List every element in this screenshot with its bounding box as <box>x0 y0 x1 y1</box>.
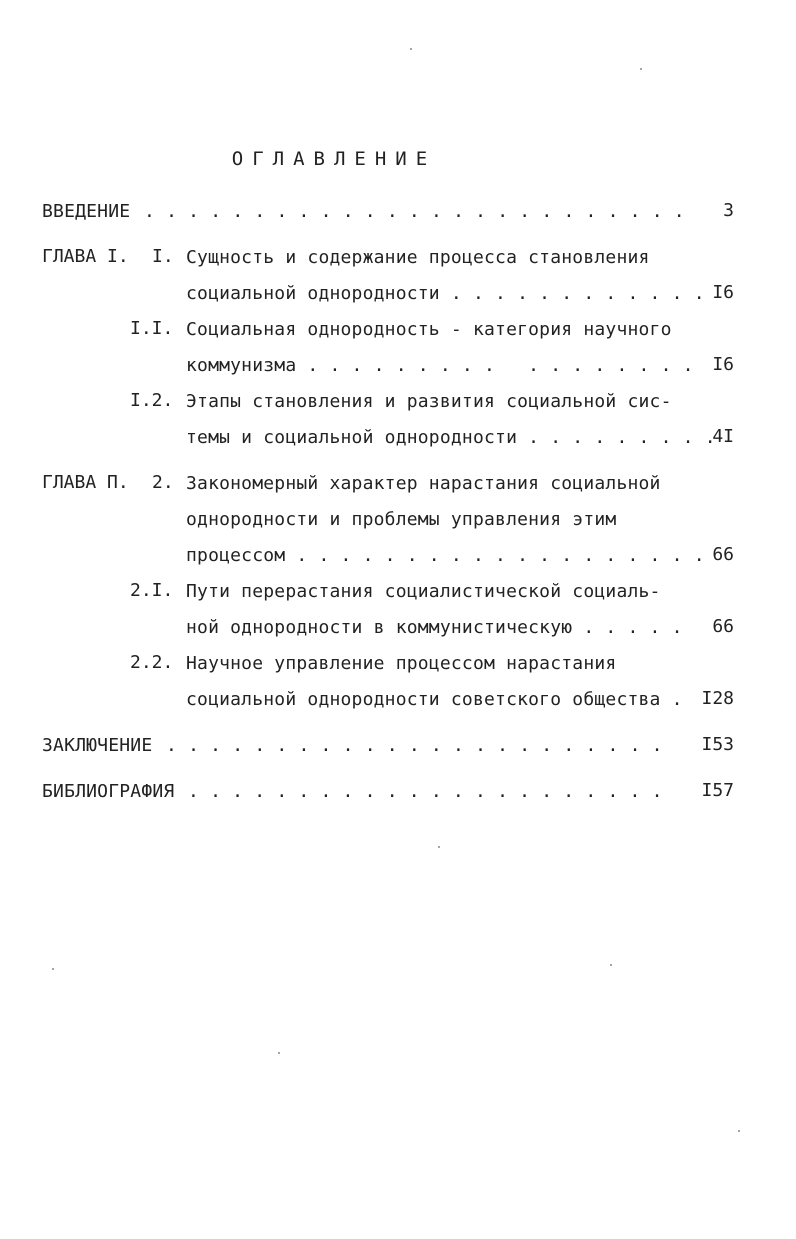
page-number: I6 <box>712 282 734 303</box>
entry-title-line: социальной однородности . . . . . . . . . . . . <box>186 283 705 304</box>
entry-title-line: коммунизма . . . . . . . . . . . . . . . . . <box>186 355 694 376</box>
entry-title-line: Научное управление процессом нарастания <box>186 653 617 674</box>
scan-speck <box>52 968 54 970</box>
entry-title-line: Пути перерастания социалистической социаль- <box>186 581 661 602</box>
entry-label: ВВЕДЕНИЕ <box>42 201 131 222</box>
leader-dots: . . . . . . . . . . . . . . . . . . . . . . . <box>155 735 663 756</box>
page-number: I53 <box>701 734 734 755</box>
entry-title-line: процессом . . . . . . . . . . . . . . . . . . . <box>186 545 705 566</box>
entry-label: ЗАКЛЮЧЕНИЕ <box>42 735 153 756</box>
scan-speck <box>738 1130 740 1132</box>
entry-title-line: Этапы становления и развития социальной сис- <box>186 391 672 412</box>
chapter-label: ГЛАВА П. <box>42 472 129 493</box>
page-number: I28 <box>701 688 734 709</box>
section-number: I. <box>152 246 174 267</box>
scan-speck <box>610 964 612 966</box>
entry-title-line: Сущность и содержание процесса становления <box>186 247 650 268</box>
section-number: 2.I. <box>130 580 174 601</box>
page-number: 66 <box>712 544 734 565</box>
section-number: I.2. <box>130 390 174 411</box>
scan-speck <box>410 48 412 50</box>
entry-title-line: темы и социальной однородности . . . . . . . . . <box>186 427 716 448</box>
section-number: I.I. <box>130 318 174 339</box>
chapter-label: ГЛАВА I. <box>42 246 129 267</box>
page-number: I57 <box>701 780 734 801</box>
scan-speck <box>438 846 440 848</box>
page-number: 3 <box>723 200 734 221</box>
entry-title-line: однородности и проблемы управления этим <box>186 509 617 530</box>
entry-label: БИБЛИОГРАФИЯ <box>42 781 175 802</box>
entry-title-line: ной однородности в коммунистическую . . . . . <box>186 617 683 638</box>
leader-dots: . . . . . . . . . . . . . . . . . . . . . . . . . <box>133 201 685 222</box>
section-number: 2.2. <box>130 652 174 673</box>
page-number: 4I <box>712 426 734 447</box>
entry-title-line: Социальная однородность - категория научного <box>186 319 672 340</box>
section-number: 2. <box>152 472 174 493</box>
scan-speck <box>278 1052 280 1054</box>
page-title: ОГЛАВЛЕНИЕ <box>231 148 437 170</box>
entry-title-line: Закономерный характер нарастания социальной <box>186 473 661 494</box>
page-number: 66 <box>712 616 734 637</box>
page-number: I6 <box>712 354 734 375</box>
entry-title-line: социальной однородности советского общества . <box>186 689 683 710</box>
scan-speck <box>640 68 642 70</box>
leader-dots: . . . . . . . . . . . . . . . . . . . . . . <box>177 781 663 802</box>
